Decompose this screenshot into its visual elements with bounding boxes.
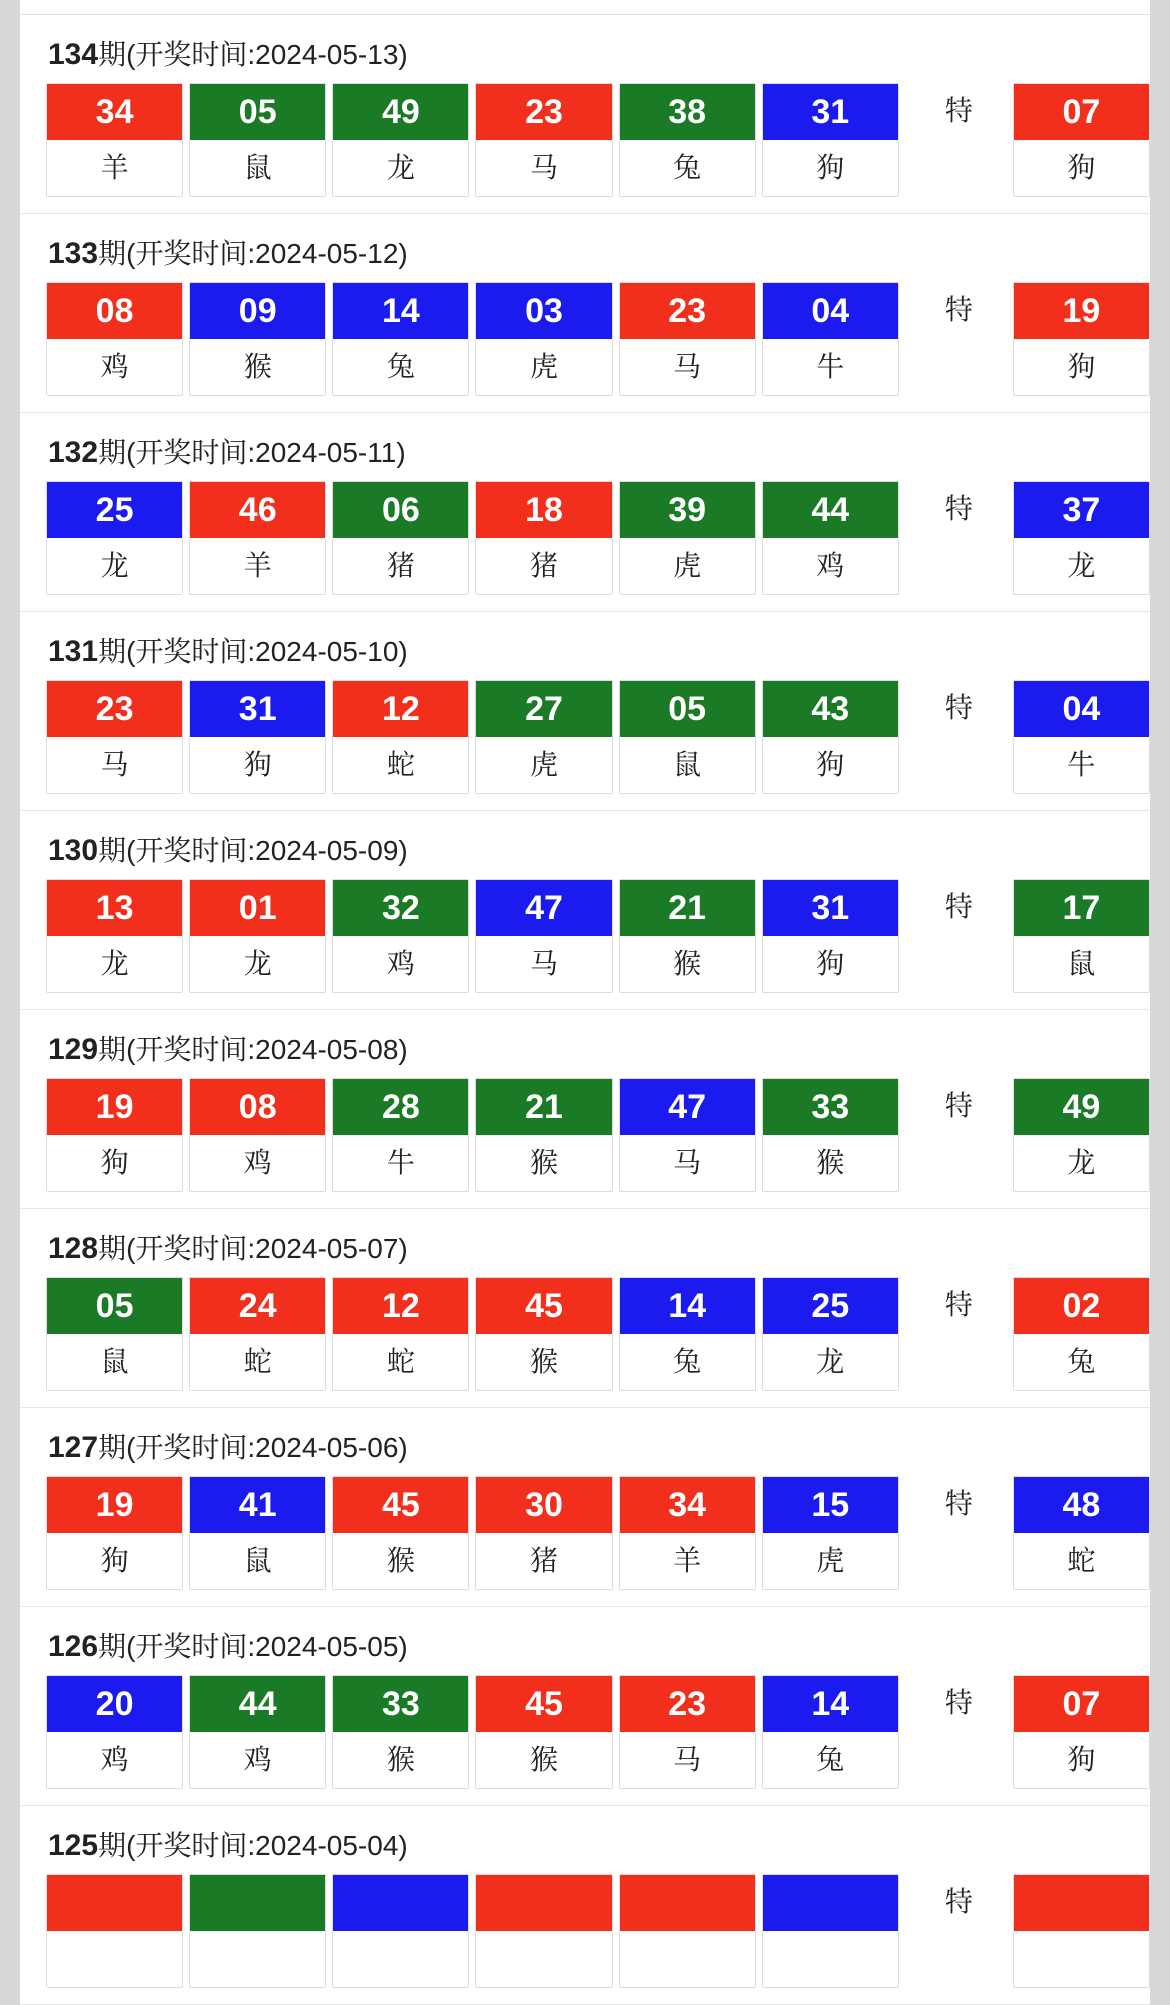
ball-number: 03 [476, 283, 611, 339]
ball-zodiac: 马 [620, 339, 755, 395]
balls-row [20, 873, 1150, 993]
ball-zodiac: 虎 [476, 737, 611, 793]
ball-number: 46 [190, 482, 325, 538]
draw-title [20, 214, 1150, 276]
draw-list [20, 15, 1150, 2005]
lottery-ball [46, 282, 183, 396]
draw-block [20, 1806, 1150, 2005]
ball-number: 08 [47, 283, 182, 339]
ball-zodiac: 猴 [476, 1334, 611, 1390]
special-ball-zodiac: 兔 [1014, 1334, 1149, 1390]
balls-row [20, 1868, 1150, 1988]
draw-issue-number: 132 [48, 436, 99, 469]
draw-issue-number: 125 [48, 1829, 99, 1862]
ball-number: 14 [620, 1278, 755, 1334]
ball-zodiac [47, 1931, 182, 1987]
special-ball-label: 特 [944, 95, 973, 126]
special-ball-number: 48 [1014, 1477, 1149, 1533]
ball-number: 25 [763, 1278, 898, 1334]
ball-zodiac: 鸡 [47, 339, 182, 395]
draw-date-text: 期(开奖时间:2024-05-08) [98, 1034, 408, 1065]
draw-block [20, 1607, 1150, 1806]
ball-number: 04 [763, 283, 898, 339]
lottery-ball [189, 1874, 326, 1988]
ball-number: 06 [333, 482, 468, 538]
ball-zodiac: 狗 [47, 1135, 182, 1191]
ball-zodiac: 蛇 [190, 1334, 325, 1390]
lottery-ball [332, 282, 469, 396]
special-ball-zodiac: 龙 [1014, 538, 1149, 594]
ball-number: 31 [190, 681, 325, 737]
lottery-ball [619, 83, 756, 197]
draw-title [20, 811, 1150, 873]
draw-block [20, 1408, 1150, 1607]
balls-row [20, 1072, 1150, 1192]
ball-number: 33 [763, 1079, 898, 1135]
draw-date-text: 期(开奖时间:2024-05-04) [98, 1830, 408, 1861]
ball-number: 27 [476, 681, 611, 737]
draw-date-text: 期(开奖时间:2024-05-05) [98, 1631, 408, 1662]
lottery-ball [475, 1277, 612, 1391]
lottery-ball [46, 879, 183, 993]
draw-block [20, 1209, 1150, 1408]
draw-title [20, 1408, 1150, 1470]
lottery-ball [46, 1476, 183, 1590]
ball-zodiac: 狗 [190, 737, 325, 793]
ball-number: 05 [47, 1278, 182, 1334]
lottery-ball [762, 282, 899, 396]
ball-number: 33 [333, 1676, 468, 1732]
lottery-ball [475, 680, 612, 794]
ball-zodiac: 猴 [763, 1135, 898, 1191]
ball-number: 05 [620, 681, 755, 737]
lottery-ball [475, 481, 612, 595]
draw-block [20, 612, 1150, 811]
lottery-ball [46, 1277, 183, 1391]
ball-number: 44 [190, 1676, 325, 1732]
lottery-ball [189, 1078, 326, 1192]
lottery-ball [46, 680, 183, 794]
ball-zodiac: 龙 [47, 538, 182, 594]
ball-number: 20 [47, 1676, 182, 1732]
lottery-ball [619, 1078, 756, 1192]
ball-zodiac: 狗 [763, 140, 898, 196]
draw-date-text: 期(开奖时间:2024-05-12) [98, 238, 408, 269]
ball-zodiac: 猪 [476, 538, 611, 594]
ball-number [333, 1875, 468, 1931]
ball-number: 21 [476, 1079, 611, 1135]
lottery-ball [475, 1078, 612, 1192]
balls-row [20, 475, 1150, 595]
special-lottery-ball [1013, 1277, 1150, 1391]
special-ball-number: 04 [1014, 681, 1149, 737]
lottery-ball [189, 680, 326, 794]
ball-number [47, 1875, 182, 1931]
lottery-ball [332, 879, 469, 993]
special-lottery-ball [1013, 1675, 1150, 1789]
balls-row [20, 276, 1150, 396]
balls-row [20, 77, 1150, 197]
special-ball-label: 特 [944, 1886, 973, 1917]
lottery-ball [762, 680, 899, 794]
ball-number: 32 [333, 880, 468, 936]
special-ball-label: 特 [944, 1289, 973, 1320]
draw-issue-number: 129 [48, 1033, 99, 1066]
ball-number: 23 [476, 84, 611, 140]
ball-number: 47 [476, 880, 611, 936]
lottery-ball [332, 1874, 469, 1988]
lottery-ball [189, 83, 326, 197]
ball-number: 15 [763, 1477, 898, 1533]
lottery-ball [189, 481, 326, 595]
lottery-ball [332, 1277, 469, 1391]
ball-number: 12 [333, 1278, 468, 1334]
ball-zodiac: 猪 [333, 538, 468, 594]
ball-number: 09 [190, 283, 325, 339]
ball-zodiac: 鸡 [190, 1732, 325, 1788]
lottery-ball [762, 1874, 899, 1988]
ball-number: 34 [620, 1477, 755, 1533]
ball-zodiac: 马 [476, 936, 611, 992]
ball-zodiac: 鼠 [190, 1533, 325, 1589]
draw-block [20, 214, 1150, 413]
ball-zodiac [763, 1931, 898, 1987]
sheet-top-strip [20, 0, 1150, 15]
ball-zodiac: 鸡 [333, 936, 468, 992]
ball-number: 34 [47, 84, 182, 140]
draw-issue-number: 127 [48, 1431, 99, 1464]
ball-number: 45 [476, 1278, 611, 1334]
ball-number: 21 [620, 880, 755, 936]
lottery-ball [189, 282, 326, 396]
ball-zodiac: 鸡 [763, 538, 898, 594]
special-ball-label: 特 [944, 1090, 973, 1121]
draw-date-text: 期(开奖时间:2024-05-06) [98, 1432, 408, 1463]
ball-number: 13 [47, 880, 182, 936]
balls-row [20, 1669, 1150, 1789]
lottery-ball [332, 481, 469, 595]
draw-block [20, 811, 1150, 1010]
draw-date-text: 期(开奖时间:2024-05-11) [98, 437, 406, 468]
ball-number: 18 [476, 482, 611, 538]
special-ball-zodiac: 狗 [1014, 140, 1149, 196]
special-ball-number: 07 [1014, 84, 1149, 140]
lottery-ball [619, 879, 756, 993]
ball-zodiac: 虎 [763, 1533, 898, 1589]
lottery-ball [46, 83, 183, 197]
lottery-ball [762, 1277, 899, 1391]
lottery-results-sheet [20, 0, 1150, 2005]
ball-zodiac: 龙 [763, 1334, 898, 1390]
special-ball-zodiac: 牛 [1014, 737, 1149, 793]
ball-zodiac: 狗 [763, 737, 898, 793]
ball-zodiac: 猴 [476, 1732, 611, 1788]
lottery-ball [619, 1277, 756, 1391]
ball-number: 14 [763, 1676, 898, 1732]
draw-block [20, 1010, 1150, 1209]
draw-title [20, 612, 1150, 674]
lottery-ball [475, 282, 612, 396]
lottery-ball [619, 1476, 756, 1590]
lottery-ball [762, 1078, 899, 1192]
special-ball-label: 特 [944, 692, 973, 723]
ball-number [763, 1875, 898, 1931]
special-ball-number: 19 [1014, 283, 1149, 339]
ball-number: 08 [190, 1079, 325, 1135]
special-lottery-ball [1013, 1078, 1150, 1192]
special-lottery-ball [1013, 879, 1150, 993]
ball-number: 25 [47, 482, 182, 538]
draw-title [20, 1010, 1150, 1072]
ball-number: 44 [763, 482, 898, 538]
special-ball-label: 特 [944, 294, 973, 325]
lottery-ball [475, 1675, 612, 1789]
ball-number: 23 [620, 283, 755, 339]
ball-zodiac: 牛 [333, 1135, 468, 1191]
ball-zodiac: 牛 [763, 339, 898, 395]
ball-zodiac [620, 1931, 755, 1987]
ball-number: 39 [620, 482, 755, 538]
lottery-ball [619, 481, 756, 595]
draw-title [20, 1607, 1150, 1669]
lottery-ball [619, 1874, 756, 1988]
draw-title [20, 1209, 1150, 1271]
lottery-ball [762, 1476, 899, 1590]
balls-row [20, 674, 1150, 794]
ball-zodiac: 鼠 [190, 140, 325, 196]
ball-number [620, 1875, 755, 1931]
ball-number: 19 [47, 1079, 182, 1135]
lottery-ball [189, 1476, 326, 1590]
ball-zodiac: 猴 [620, 936, 755, 992]
ball-number: 28 [333, 1079, 468, 1135]
ball-zodiac: 兔 [620, 140, 755, 196]
special-lottery-ball [1013, 680, 1150, 794]
lottery-ball [762, 1675, 899, 1789]
lottery-ball [332, 83, 469, 197]
lottery-ball [475, 1874, 612, 1988]
ball-zodiac: 马 [47, 737, 182, 793]
ball-number: 41 [190, 1477, 325, 1533]
lottery-ball [332, 1476, 469, 1590]
ball-zodiac: 蛇 [333, 737, 468, 793]
lottery-ball [475, 1476, 612, 1590]
ball-zodiac: 鼠 [47, 1334, 182, 1390]
draw-issue-number: 134 [48, 38, 99, 71]
ball-zodiac: 马 [620, 1732, 755, 1788]
ball-zodiac: 蛇 [333, 1334, 468, 1390]
special-ball-number: 49 [1014, 1079, 1149, 1135]
ball-zodiac: 鼠 [620, 737, 755, 793]
ball-zodiac [476, 1931, 611, 1987]
ball-zodiac: 兔 [620, 1334, 755, 1390]
lottery-ball [46, 1874, 183, 1988]
draw-date-text: 期(开奖时间:2024-05-07) [98, 1233, 408, 1264]
ball-number: 19 [47, 1477, 182, 1533]
ball-zodiac: 狗 [47, 1533, 182, 1589]
special-ball-zodiac [1014, 1931, 1149, 1987]
special-lottery-ball [1013, 1476, 1150, 1590]
special-ball-zodiac: 鼠 [1014, 936, 1149, 992]
draw-issue-number: 131 [48, 635, 99, 668]
special-ball-number: 17 [1014, 880, 1149, 936]
ball-number: 49 [333, 84, 468, 140]
special-lottery-ball [1013, 83, 1150, 197]
special-ball-zodiac: 狗 [1014, 339, 1149, 395]
ball-number: 30 [476, 1477, 611, 1533]
draw-title [20, 413, 1150, 475]
ball-number: 05 [190, 84, 325, 140]
ball-zodiac: 龙 [190, 936, 325, 992]
lottery-ball [475, 879, 612, 993]
ball-number [476, 1875, 611, 1931]
special-ball-label: 特 [944, 1687, 973, 1718]
ball-number: 31 [763, 880, 898, 936]
lottery-ball [619, 282, 756, 396]
lottery-ball [762, 481, 899, 595]
ball-zodiac: 猪 [476, 1533, 611, 1589]
draw-date-text: 期(开奖时间:2024-05-10) [98, 636, 408, 667]
special-ball-number [1014, 1875, 1149, 1931]
ball-zodiac: 猴 [333, 1533, 468, 1589]
lottery-ball [332, 1078, 469, 1192]
draw-block [20, 413, 1150, 612]
lottery-ball [762, 83, 899, 197]
ball-zodiac: 龙 [47, 936, 182, 992]
ball-number: 23 [620, 1676, 755, 1732]
ball-number: 12 [333, 681, 468, 737]
ball-zodiac: 猴 [333, 1732, 468, 1788]
lottery-ball [46, 481, 183, 595]
draw-issue-number: 128 [48, 1232, 99, 1265]
ball-zodiac: 马 [476, 140, 611, 196]
lottery-ball [46, 1675, 183, 1789]
draw-title [20, 15, 1150, 77]
ball-number: 01 [190, 880, 325, 936]
draw-block [20, 15, 1150, 214]
ball-zodiac: 羊 [47, 140, 182, 196]
lottery-ball [189, 879, 326, 993]
ball-zodiac: 鸡 [190, 1135, 325, 1191]
draw-title [20, 1806, 1150, 1868]
ball-zodiac [333, 1931, 468, 1987]
ball-number: 43 [763, 681, 898, 737]
special-ball-number: 37 [1014, 482, 1149, 538]
ball-zodiac [190, 1931, 325, 1987]
special-ball-number: 02 [1014, 1278, 1149, 1334]
special-ball-label: 特 [944, 891, 973, 922]
lottery-ball [332, 680, 469, 794]
special-ball-zodiac: 狗 [1014, 1732, 1149, 1788]
ball-zodiac: 兔 [333, 339, 468, 395]
lottery-ball [46, 1078, 183, 1192]
ball-zodiac: 龙 [333, 140, 468, 196]
lottery-ball [475, 83, 612, 197]
draw-date-text: 期(开奖时间:2024-05-13) [98, 39, 408, 70]
ball-zodiac: 羊 [620, 1533, 755, 1589]
special-lottery-ball [1013, 1874, 1150, 1988]
lottery-ball [619, 1675, 756, 1789]
balls-row [20, 1470, 1150, 1590]
lottery-ball [189, 1277, 326, 1391]
draw-issue-number: 126 [48, 1630, 99, 1663]
special-ball-zodiac: 蛇 [1014, 1533, 1149, 1589]
ball-zodiac: 虎 [620, 538, 755, 594]
special-ball-label: 特 [944, 1488, 973, 1519]
lottery-ball [762, 879, 899, 993]
ball-zodiac: 马 [620, 1135, 755, 1191]
ball-number: 38 [620, 84, 755, 140]
lottery-ball [189, 1675, 326, 1789]
ball-number [190, 1875, 325, 1931]
ball-zodiac: 虎 [476, 339, 611, 395]
ball-number: 23 [47, 681, 182, 737]
ball-zodiac: 猴 [476, 1135, 611, 1191]
draw-issue-number: 133 [48, 237, 99, 270]
ball-number: 14 [333, 283, 468, 339]
balls-row [20, 1271, 1150, 1391]
ball-zodiac: 鸡 [47, 1732, 182, 1788]
ball-number: 31 [763, 84, 898, 140]
special-ball-number: 07 [1014, 1676, 1149, 1732]
ball-zodiac: 猴 [190, 339, 325, 395]
ball-zodiac: 狗 [763, 936, 898, 992]
ball-zodiac: 兔 [763, 1732, 898, 1788]
ball-zodiac: 羊 [190, 538, 325, 594]
lottery-ball [332, 1675, 469, 1789]
special-ball-zodiac: 龙 [1014, 1135, 1149, 1191]
draw-date-text: 期(开奖时间:2024-05-09) [98, 835, 408, 866]
ball-number: 45 [476, 1676, 611, 1732]
ball-number: 45 [333, 1477, 468, 1533]
special-ball-label: 特 [944, 493, 973, 524]
ball-number: 24 [190, 1278, 325, 1334]
special-lottery-ball [1013, 481, 1150, 595]
lottery-ball [619, 680, 756, 794]
special-lottery-ball [1013, 282, 1150, 396]
draw-issue-number: 130 [48, 834, 99, 867]
ball-number: 47 [620, 1079, 755, 1135]
